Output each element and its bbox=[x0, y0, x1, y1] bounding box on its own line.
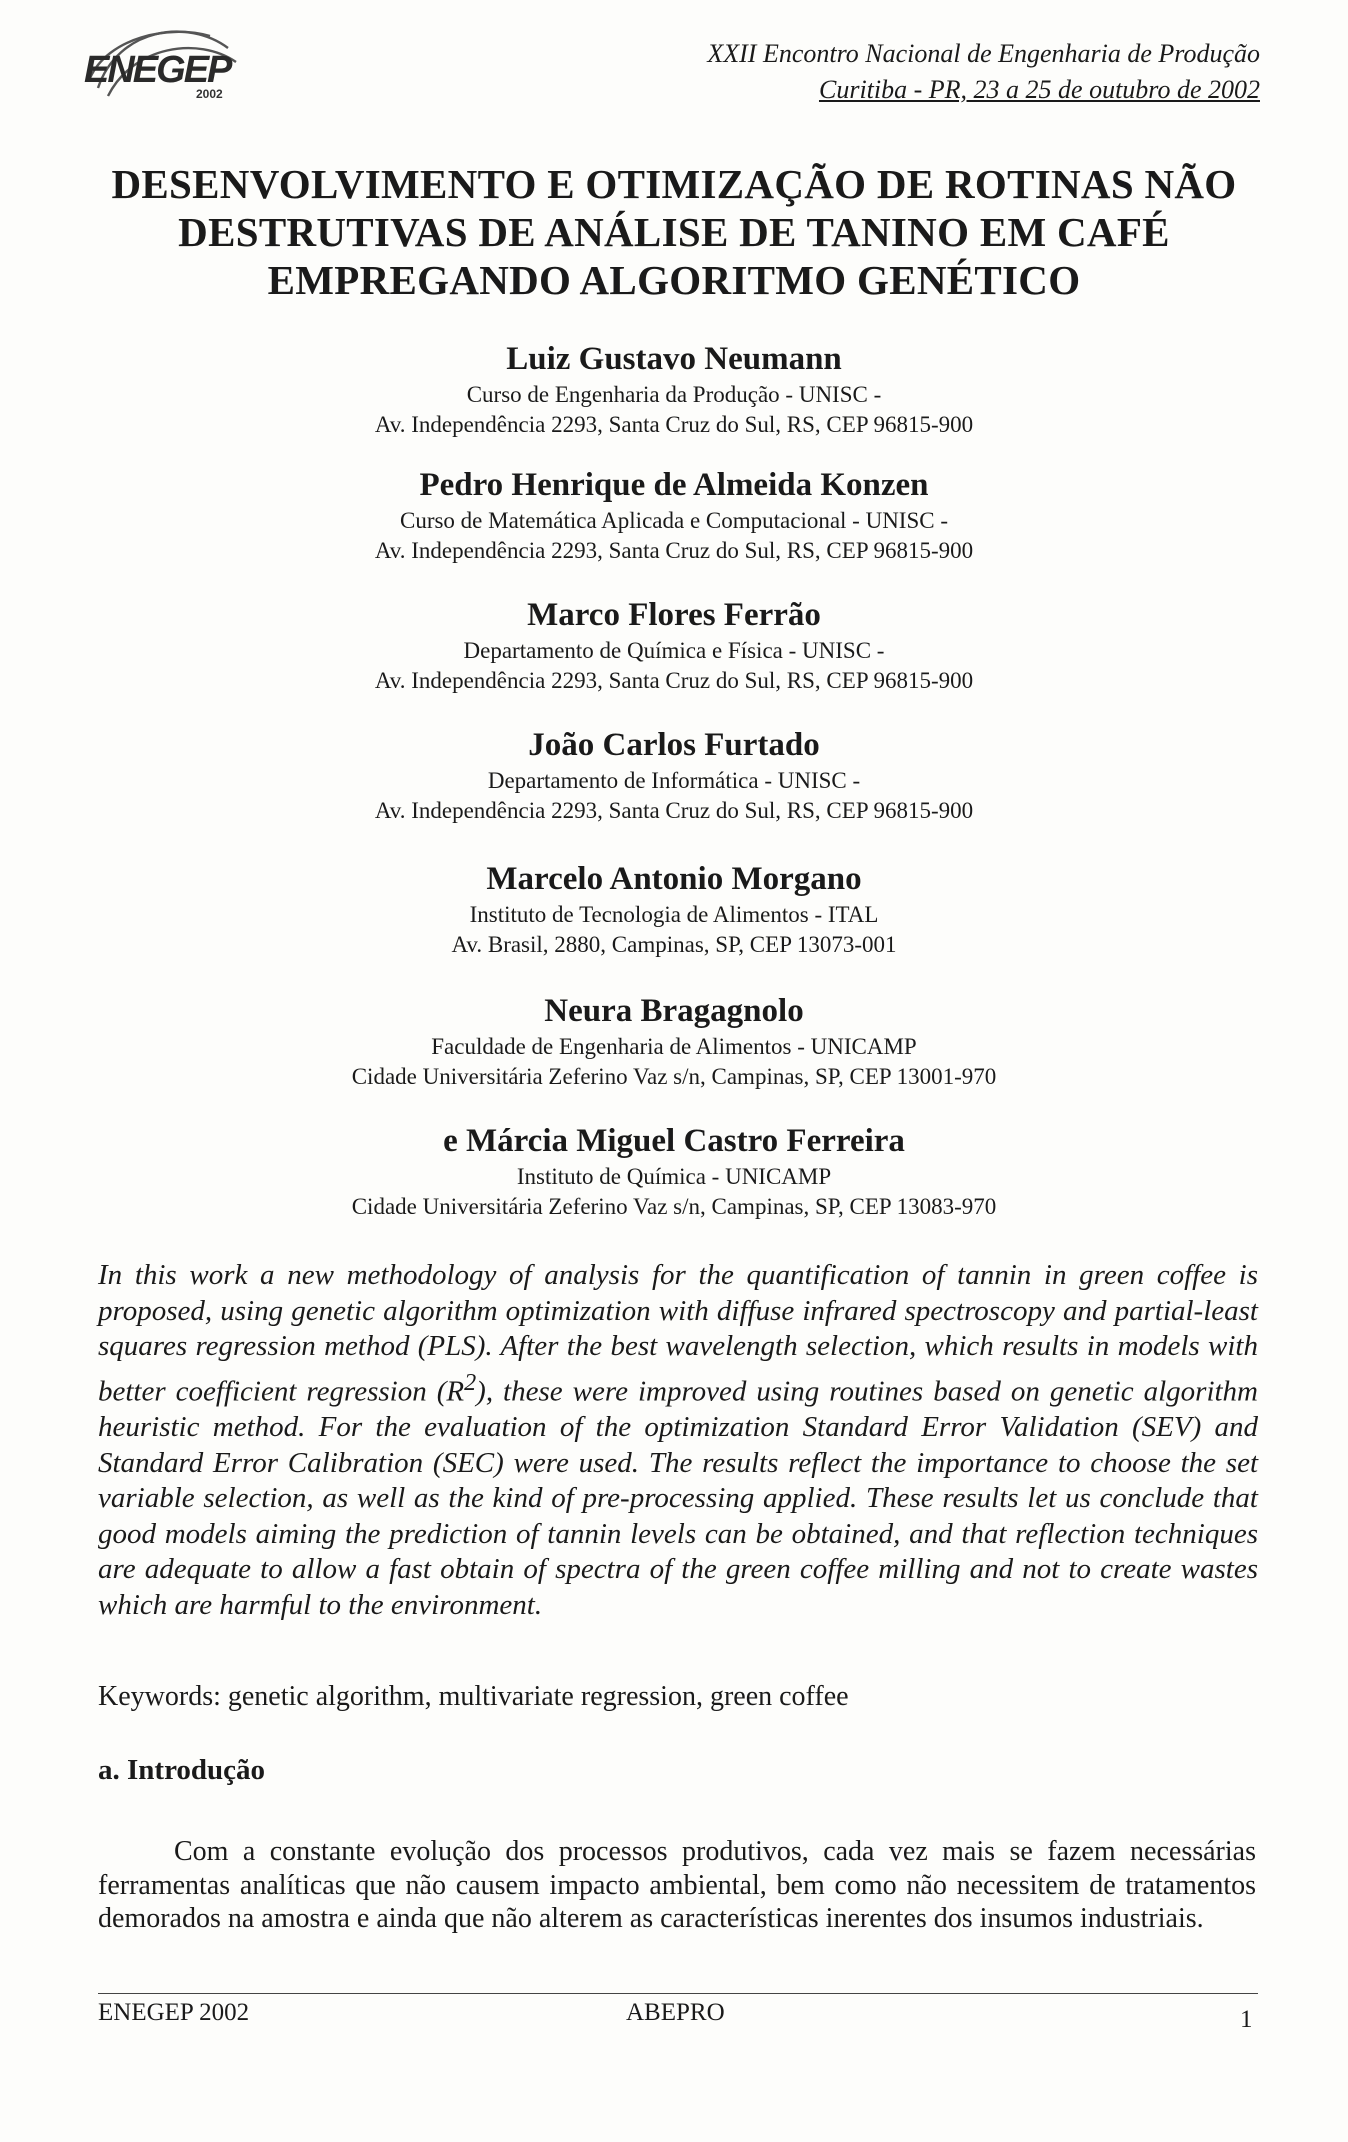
author-address: Av. Independência 2293, Santa Cruz do Sul, RS, CEP 96815-900 bbox=[374, 538, 974, 563]
keywords: Keywords: genetic algorithm, multivariate regression, green coffee bbox=[98, 1681, 849, 1712]
author-department: Faculdade de Engenharia de Alimentos - UNICAMP bbox=[431, 1034, 917, 1059]
author-address: Av. Independência 2293, Santa Cruz do Sul, RS, CEP 96815-900 bbox=[374, 412, 974, 437]
author-block-4 bbox=[200, 724, 1148, 826]
author-block-7 bbox=[200, 1120, 1148, 1222]
author-department: Instituto de Química - UNICAMP bbox=[516, 1164, 832, 1189]
author-department: Instituto de Tecnologia de Alimentos - ITAL bbox=[469, 902, 879, 927]
author-address: Av. Brasil, 2880, Campinas, SP, CEP 13073-001 bbox=[451, 932, 897, 957]
footer-organization: ABEPRO bbox=[626, 1999, 725, 2026]
author-address: Cidade Universitária Zeferino Vaz s/n, Campinas, SP, CEP 13001-970 bbox=[351, 1064, 997, 1089]
author-block-2 bbox=[200, 464, 1148, 566]
author-name: Marcelo Antonio Morgano bbox=[486, 861, 862, 897]
page-number: 1 bbox=[1240, 2006, 1253, 2033]
title-line-1: DESENVOLVIMENTO E OTIMIZAÇÃO DE ROTINAS NÃO bbox=[111, 161, 1237, 207]
abstract-superscript: 2 bbox=[464, 1368, 477, 1396]
author-name: Neura Bragagnolo bbox=[544, 993, 804, 1029]
paper-title bbox=[110, 160, 1238, 304]
intro-paragraph: Com a constante evolução dos processos produtivos, cada vez mais se fazem necessárias ferramentas analíticas que não causem impacto ambiental, bem como não necessitem de tratamentos demorados na amostra e ainda que não alterem as características inerentes dos insumos industriais. bbox=[98, 1836, 1256, 1934]
author-department: Curso de Matemática Aplicada e Computacional - UNISC - bbox=[399, 508, 949, 533]
title-line-2: DESTRUTIVAS DE ANÁLISE DE TANINO EM CAFÉ bbox=[178, 209, 1170, 255]
section-heading-introducao: a. Introdução bbox=[98, 1754, 266, 1786]
author-block-1 bbox=[200, 338, 1148, 440]
conference-header bbox=[707, 36, 1260, 108]
footer-divider bbox=[98, 1993, 1258, 1994]
author-block-3 bbox=[200, 594, 1148, 696]
abstract bbox=[98, 1258, 1258, 1624]
author-block-5 bbox=[200, 858, 1148, 960]
author-department: Departamento de Informática - UNISC - bbox=[487, 768, 861, 793]
enegep-logo-graphic bbox=[78, 18, 248, 110]
svg-text:2002: 2002 bbox=[196, 87, 223, 101]
enegep-logo bbox=[78, 18, 248, 110]
author-name: Pedro Henrique de Almeida Konzen bbox=[419, 467, 929, 503]
author-name: Luiz Gustavo Neumann bbox=[506, 341, 842, 377]
svg-text:ENEGEP: ENEGEP bbox=[84, 49, 231, 91]
footer-conference: ENEGEP 2002 bbox=[98, 1999, 250, 2026]
abstract-text-part-1: In this work a new methodology of analysis for the quantification of tannin in green coffee is proposed, using genetic algorithm optimization with diffuse infrared spectroscopy and partial-least squares regression method (PLS). After the best wavelength selection, which results in models with better coefficient regression (R bbox=[98, 1259, 1258, 1408]
conference-location-date: Curitiba - PR, 23 a 25 de outubro de 2002 bbox=[818, 75, 1260, 104]
author-address: Av. Independência 2293, Santa Cruz do Sul, RS, CEP 96815-900 bbox=[374, 668, 974, 693]
abstract-text-part-2: ), these were improved using routines based on genetic algorithm heuristic method. For the evaluation of the optimization Standard Error Validation (SEV) and Standard Error Calibration (SEC) were used. The results reflect the importance to choose the set variable selection, as well as the kind of pre-processing applied. These results let us conclude that good models aiming the prediction of tannin levels can be obtained, and that reflection techniques are adequate to allow a fast obtain of spectra of the green coffee milling and not to create wastes which are harmful to the environment. bbox=[98, 1375, 1258, 1621]
author-name: João Carlos Furtado bbox=[528, 727, 820, 763]
author-block-6 bbox=[200, 990, 1148, 1092]
author-department: Curso de Engenharia da Produção - UNISC - bbox=[466, 382, 882, 407]
author-name: e Márcia Miguel Castro Ferreira bbox=[443, 1123, 905, 1159]
author-name: Marco Flores Ferrão bbox=[527, 597, 821, 633]
author-address: Av. Independência 2293, Santa Cruz do Sul, RS, CEP 96815-900 bbox=[374, 798, 974, 823]
conference-name: XXII Encontro Nacional de Engenharia de Produção bbox=[707, 39, 1260, 68]
author-address: Cidade Universitária Zeferino Vaz s/n, Campinas, SP, CEP 13083-970 bbox=[351, 1194, 997, 1219]
title-line-3: EMPREGANDO ALGORITMO GENÉTICO bbox=[267, 257, 1081, 303]
author-department: Departamento de Química e Física - UNISC - bbox=[463, 638, 885, 663]
